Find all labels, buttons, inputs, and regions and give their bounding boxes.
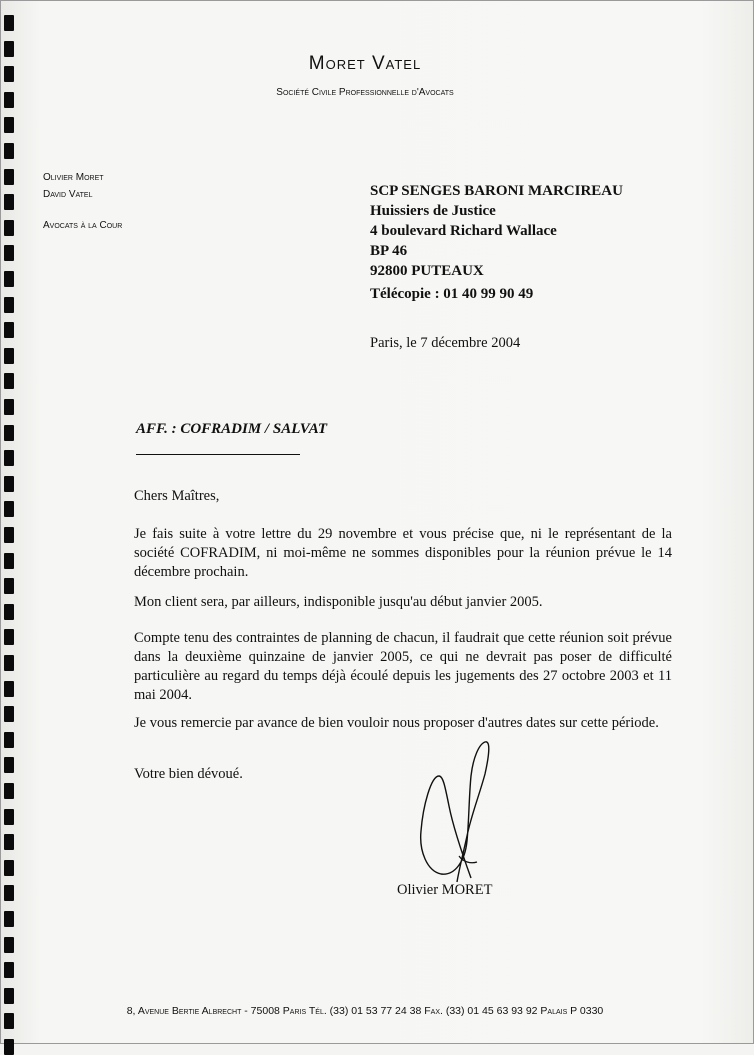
recipient-line: BP 46 (370, 243, 408, 259)
binding-hole (4, 553, 14, 569)
binding-hole (4, 322, 14, 338)
letter-subject: AFF. : COFRADIM / SALVAT (136, 421, 328, 437)
partners-title: Avocats à la Cour (43, 220, 123, 231)
firm-name: Moret Vatel (308, 53, 422, 74)
binding-hole (4, 783, 14, 799)
partners-block (43, 169, 122, 234)
binding-hole (4, 245, 14, 261)
binding-hole (4, 425, 14, 441)
binding-hole (4, 681, 14, 697)
binding-hole (4, 271, 14, 287)
binding-hole (4, 732, 14, 748)
binding-hole (4, 399, 14, 415)
binding-hole (4, 220, 14, 236)
binding-hole (4, 578, 14, 594)
binding-hole (4, 988, 14, 1004)
binding-hole (4, 834, 14, 850)
binding-hole (4, 604, 14, 620)
binding-hole (4, 911, 14, 927)
recipient-line: Huissiers de Justice (370, 203, 496, 219)
letter-date: Paris, le 7 décembre 2004 (370, 335, 521, 351)
body-paragraph: Je vous remercie par avance de bien vouloir nous proposer d'autres dates sur cette période. (134, 715, 659, 731)
binding-hole (4, 937, 14, 953)
binding-hole (4, 757, 14, 773)
recipient-line: 92800 PUTEAUX (370, 263, 484, 279)
binding-hole (4, 629, 14, 645)
binding-hole (4, 501, 14, 517)
binding-hole (4, 655, 14, 671)
binding-hole (4, 809, 14, 825)
handwritten-signature (413, 736, 513, 886)
signer-name: Olivier MORET (397, 882, 493, 898)
binding-hole (4, 450, 14, 466)
binding-hole (4, 348, 14, 364)
body-paragraph: Je fais suite à votre lettre du 29 novembre et vous précise que, ni le représentant de la société COFRADIM, ni moi-même ne sommes disponibles pour la réunion prévue le 14 décembre prochain. (134, 526, 672, 580)
body-paragraph: Mon client sera, par ailleurs, indisponible jusqu'au début janvier 2005. (134, 594, 543, 610)
binding-hole (4, 297, 14, 313)
binding-hole (4, 476, 14, 492)
binding-hole (4, 860, 14, 876)
binding-hole (4, 194, 14, 210)
binding-hole (4, 706, 14, 722)
partner-name: Olivier Moret (43, 172, 104, 183)
binding-hole (4, 962, 14, 978)
salutation: Chers Maîtres, (134, 488, 220, 504)
letterhead-footer: 8, Avenue Bertie Albrecht - 75008 Paris Tél. (33) 01 53 77 24 38 Fax. (33) 01 45 63 93 92 Palais P 0330 (126, 1005, 604, 1017)
binding-hole (4, 15, 14, 31)
subject-underline (136, 454, 300, 455)
binding-hole (4, 117, 14, 133)
binding-hole (4, 1039, 14, 1055)
recipient-address (370, 181, 623, 281)
recipient-line: 4 boulevard Richard Wallace (370, 223, 557, 239)
binding-hole (4, 885, 14, 901)
partner-name: David Vatel (43, 189, 93, 200)
binding-hole (4, 373, 14, 389)
body-paragraph: Compte tenu des contraintes de planning de chacun, il faudrait que cette réunion soit prévue dans la deuxième quinzaine de janvier 2005, ce qui ne devrait pas poser de difficulté particulière au regard du temps déjà écoulé depuis les jugements des 27 octobre 2003 et 11 mai 2004. (134, 630, 672, 703)
recipient-fax: Télécopie : 01 40 99 90 49 (370, 286, 534, 302)
binding-hole (4, 169, 14, 185)
binding-hole (4, 527, 14, 543)
recipient-line: SCP SENGES BARONI MARCIREAU (370, 183, 623, 199)
binding-hole (4, 143, 14, 159)
closing: Votre bien dévoué. (134, 766, 243, 782)
spiral-binding (1, 1, 23, 1045)
firm-subtitle: Société Civile Professionnelle d'Avocats (276, 87, 454, 98)
